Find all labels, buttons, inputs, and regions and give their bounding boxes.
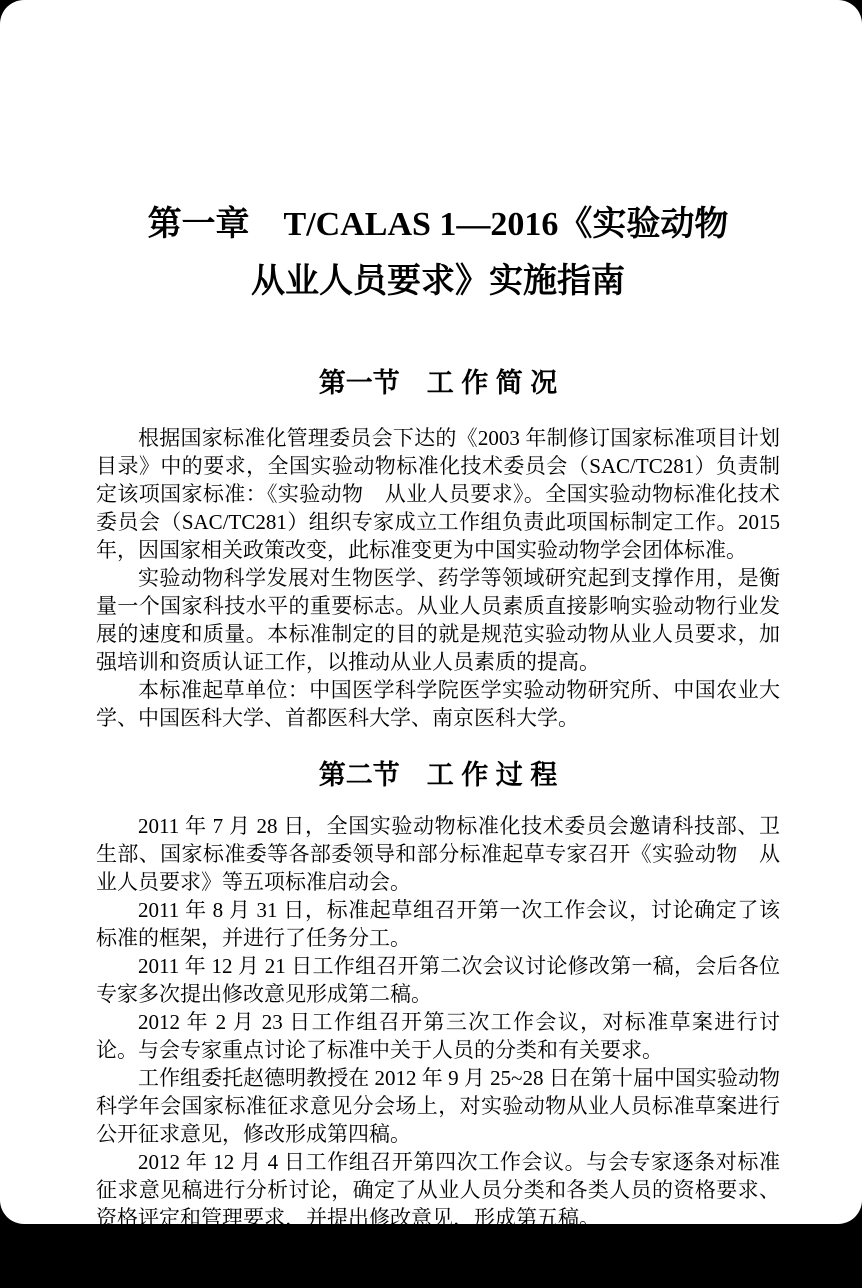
page-content (96, 0, 780, 1288)
section-2-paragraph-7: 2013 年 5 月 23 日工作组召开第五次工作会议，对标准草案第六稿进行讨论。与会专 (96, 1234, 780, 1286)
section-1-paragraph-2: 实验动物科学发展对生物医学、药学等领域研究起到支撑作用，是衡量一个国家科技水平的重要标志。从业人员素质直接影响实验动物行业发展的速度和质量。本标准制定的目的就是规范实验动物从业人员要求，加强培训和资质认证工作，以推动从业人员素质的提高。 (96, 566, 780, 674)
chapter-title-line2: 从业人员要求》实施指南 (251, 263, 625, 300)
section-2-heading: 第二节 工 作 过 程 (318, 760, 558, 790)
section-2-paragraph-2: 2011 年 8 月 31 日，标准起草组召开第一次工作会议，讨论确定了该标准的框架，并进行了任务分工。 (96, 898, 780, 950)
section-1-heading: 第一节 工 作 简 况 (318, 368, 558, 398)
section-1-paragraph-3: 本标准起草单位：中国医学科学院医学实验动物研究所、中国农业大学、中国医科大学、首都医科大学、南京医科大学。 (96, 678, 780, 730)
chapter-title-line1: 第一章 T/CALAS 1—2016《实验动物 (147, 206, 729, 243)
section-2-paragraph-6: 2012 年 12 月 4 日工作组召开第四次工作会议。与会专家逐条对标准征求意见稿进行分析讨论，确定了从业人员分类和各类人员的资格要求、资格评定和管理要求，并提出修改意见，形成第五稿。 (96, 1150, 780, 1230)
section-2-paragraph-4: 2012 年 2 月 23 日工作组召开第三次工作会议，对标准草案进行讨论。与会专家重点讨论了标准中关于人员的分类和有关要求。 (96, 1010, 780, 1062)
section-2-paragraph-3: 2011 年 12 月 21 日工作组召开第二次会议讨论修改第一稿，会后各位专家多次提出修改意见形成第二稿。 (96, 954, 780, 1006)
chapter-title (96, 196, 780, 310)
section-1-paragraph-1: 根据国家标准化管理委员会下达的《2003 年制修订国家标准项目计划目录》中的要求，全国实验动物标准化技术委员会（SAC/TC281）负责制定该项国家标准：《实验动物 从业人员要求》。全国实验动物标准化技术委员会（SAC/TC281）组织专家成立工作组负责此项国标制定工作。2015 年，因国家相关政策改变，此标准变更为中国实验动物学会团体标准。 (96, 426, 780, 562)
section-2-paragraph-1: 2011 年 7 月 28 日，全国实验动物标准化技术委员会邀请科技部、卫生部、国家标准委等各部委领导和部分标准起草专家召开《实验动物 从业人员要求》等五项标准启动会。 (96, 814, 780, 894)
section-2-paragraph-5: 工作组委托赵德明教授在 2012 年 9 月 25~28 日在第十届中国实验动物科学年会国家标准征求意见分会场上，对实验动物从业人员标准草案进行公开征求意见，修改形成第四稿。 (96, 1066, 780, 1146)
